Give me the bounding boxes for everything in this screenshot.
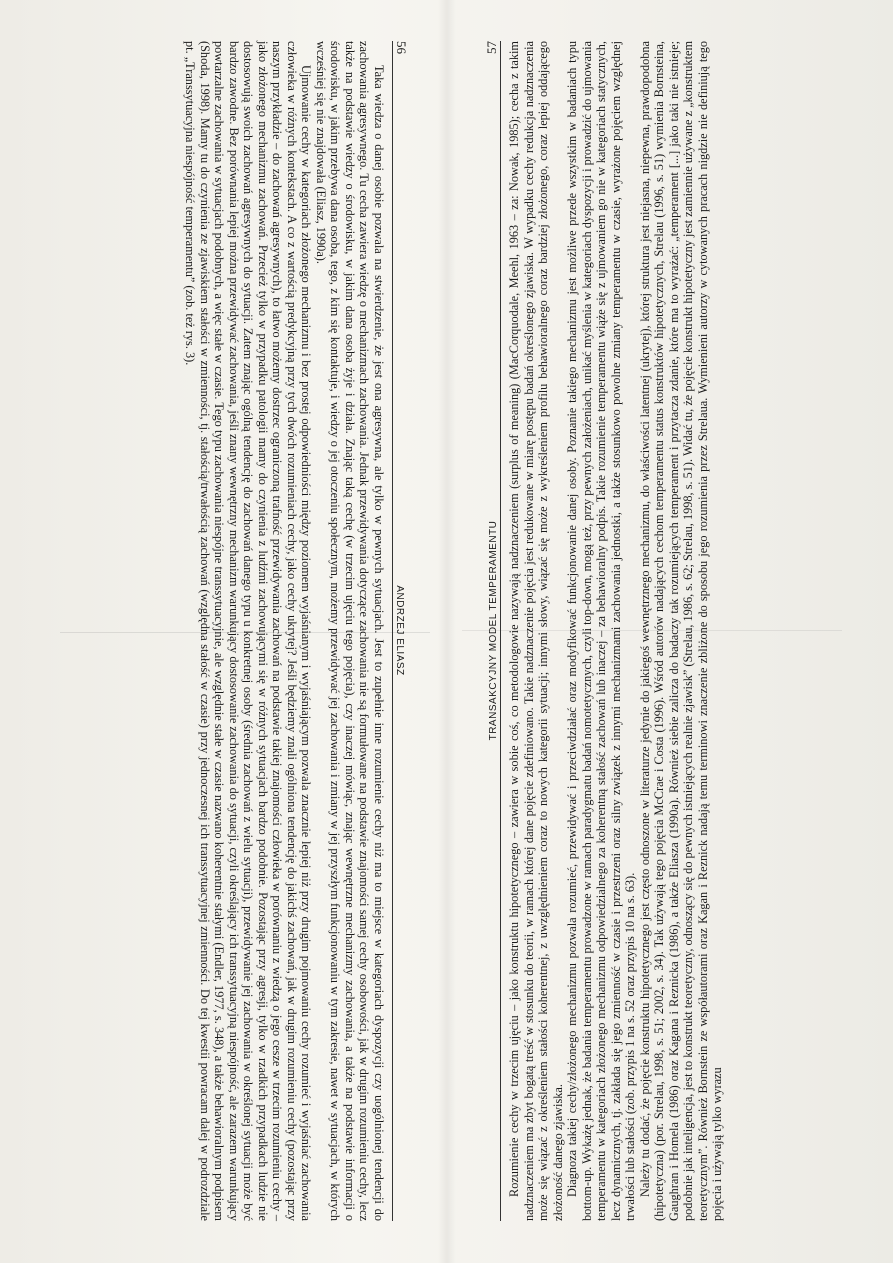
- paragraph: Taka wiedza o danej osobie pozwala na stwierdzenie, że jest ona agresywna, ale tylko w pewnych sytuacjach. Jest to zupełnie inne rozumienie cechy niż ma to miejsce w kategoriach dyspozycji czy uogólnionej tendencji do zachowania agresywnego. Tu cecha zawiera wiedzę o mechanizmach zachowania. Jednak przewidywania dotyczące zachowania nie są formułowane na podstawie znajomości samej cechy osobowości, jak w drugim rozumieniu cechy, lecz także na podstawie wiedzy o środowisku, w jakim dana osoba żyje i działa. Znając taką cechę (w trzecim ujęciu tego pojęcia), czy inaczej mówiąc, znając wewnętrzne mechanizmy zachowania, a także na podstawie informacji o środowisku, w jakim przebywa dana osoba, tego, z kim się kontaktuje, i wiedzy o jej otoczeniu społecznym, możemy przewidywać jej zachowania i zmiany w jej przyszłym funkcjonowaniu w tym zakresie, nawet w sytuacjach, w których wcześniej się nie znajdowała (Eliasz, 1990a).: [314, 41, 386, 1221]
- right-page-body: [507, 41, 725, 1221]
- paragraph: Ujmowanie cechy w kategoriach złożonego mechanizmu i bez prostej odpowiedniości między poziomem wyjaśnianym i wyjaśniającym pozwala znacznie lepiej niż przy drugim pojmowaniu cechy rozumieć i wyjaśniać zachowania człowieka w różnych kontekstach. A co z wartością predykcyjną przy tych dwóch rozumieniach cechy, jako cechy ukrytej? Jeśli będziemy znali ogólniona tendencję do jakichś zachowań, jak w drugim rozumieniu cechy (pozostając przy naszym przykładzie – do zachowań agresywnych), to łatwo możemy dostrzec ograniczoną trafność przewidywania zachowań na podstawie takiej znajomości człowieka w porównaniu z wiedzą o jego cesze w trzecim rozumieniu cechy – jako złożonego mechanizmu zachowań. Przecież tylko w przypadku patologii mamy do czynienia z ludźmi zachowującymi się w różnych sytuacjach bardzo podobnie. Pozostając przy agresji, tylko w rzadkich przypadkach ludzie nie dostosowują swoich zachowań agresywnych do sytuacji. Zatem znając ogólną tendencję do zachowań danego typu u konkretnej osoby (średnia zachowań z wielu sytuacji), przewidywanie jej zachowania w określonej sytuacji może być bardzo zawodne. Bez porównania lepiej można przewidywać zachowania, jeśli znany wewnętrzny mechanizm warunkujący dostosowanie zachowania do sytuacji, czyli określający ich transsytuacyjną niespójność, ale zarazem warunkujący powtarzalne zachowania w sytuacjach podobnych, a więc stałe w czasie. Tego typu zachowania niespójne transsytuacyjnie, ale względnie stałe w czasie nazwano koherentnie stałymi (Endler, 1977, s. 348), a także behawioralnym podpisem (Shoda, 1998). Mamy tu do czynienia ze zjawiskiem stałości w zmienności, tj. stałością/trwałością zachowań (względna stałość w czasie) przy jednoczesnej ich transsytuacyjnej zmienności. Do tej kwestii powracam dalej w podrozdziale pt. „Transsytuacyjna niespójność temperamentu” (zob. też rys. 3).: [183, 41, 314, 1221]
- left-running-header: [392, 41, 409, 1221]
- right-page-content: [484, 41, 864, 1221]
- book-gutter: [438, 0, 456, 1263]
- left-page-body: [183, 41, 386, 1221]
- running-head: TRANSAKCYJNY MODEL TEMPERAMENTU: [488, 520, 499, 741]
- paragraph: Należy tu dodać, że pojęcie konstruktu hipotetycznego jest często odnoszone w literaturze jedynie do jakiegoś wewnętrznego mechanizmu, do właściwości latentnej (ukrytej), której struktura jest niejasna, niepewna, prawdopodobna (hipotetyczna) (por. Strelau, 1998, s. 51; 2002, s. 34). Tak używają tego pojęcia McCrae i Costa (1996). Wśród autorów nadających cechom temperamentu status konstruktów hipotetycznych, Strelau (1996, s. 51) wymienia Bornsteina, Gaughran i Homela (1986) oraz Kagana i Reznicka (1986), a także Eliasza (1990a). Również siebie zalicza do badaczy tak rozumiejących temperament i przytacza zdanie, które ma to wyrażać: „temperament [...] jako taki nie istnieje; podobnie jak inteligencja, jest to konstrukt teoretyczny, odnoszący się do pewnych istniejących realnie zjawisk” (Strelau, 1986, s. 62; Strelau, 1998, s. 51). Widać tu, że pojęcie konstrukt hipotetyczny jest zamiennie używane z „konstruktem teoretycznym”. Również Bornstein ze współautorami oraz Kagan i Reznick nadają temu terminowi znaczenie zbliżone do sposobu jego rozumienia przez Strelaua. Wymienieni autorzy w cytowanych pracach nigdzie nie definiują tego pojęcia i używają tylko wyrazu: [637, 40, 724, 1221]
- left-page-content: [29, 41, 409, 1221]
- left-page: [0, 0, 438, 1263]
- running-head: ANDRZEJ ELIASZ: [394, 585, 405, 676]
- page-number: 56: [394, 41, 409, 54]
- paragraph: Diagnoza takiej cechy/złożonego mechanizmu pozwala rozumieć, przewidywać i przeciwdziałać oraz modyfikować funkcjonowanie danej osoby. Poznanie takiego mechanizmu jest możliwe przede wszystkim w badaniach typu bottom-up. Wykażę jednak, że badania temperamentu prowadzone w ramach paradygmatu badań nomotetycznych, czyli top-down, mogą też, przy pewnych założeniach, unikać myślenia w kategoriach dyspozycji i prowadzić do ujmowania temperamentu w kategoriach złożonego mechanizmu odpowiedzialnego za koherentną stałość zachowań lub inaczej – za behawioralny podpis. Takie rozumienie temperamentu wiąże się z ujmowaniem go nie w kategoriach statycznych, lecz dynamicznych, tj. zakłada się jego zmienność w czasie i przestrzeni oraz silny związek z innymi mechanizmami zachowania jednostki, a także stosunkowo powolne zmiany temperamentu w czasie, wyrażone pojęciem względnej trwałości lub stałości (zob. przypis 1 na s. 52 oraz przypis 10 na s. 63).: [565, 41, 637, 1221]
- right-page: [455, 0, 893, 1263]
- page-number: 57: [484, 41, 499, 55]
- paragraph: Rozumienie cechy w trzecim ujęciu – jako konstruktu hipotetycznego – zawiera w sobie coś, co metodologowie nazywają nadznaczeniem (surplus of meaning) (MacCorquodale, Meehl, 1963 – za: Nowak, 1985); cecha z takim nadznaczeniem ma zbyt bogatą treść w stosunku do teorii, w ramach której dane pojęcie zdefiniowano. Takie nadznaczenie pojęcia jest redukowane w miarę postępu badań określonego zjawiska. W wypadku cechy redukcja nadznaczenia może się wiązać z określeniem stałości koherentnej, z uwzględnieniem coraz to nowych kategorii sytuacji; innymi słowy, wiązać się może z wykreśleniem profilu behawioralnego coraz bardziej złożonego, coraz lepiej oddającego złożoność danego zjawiska.: [507, 41, 565, 1221]
- right-running-header: [484, 41, 501, 1221]
